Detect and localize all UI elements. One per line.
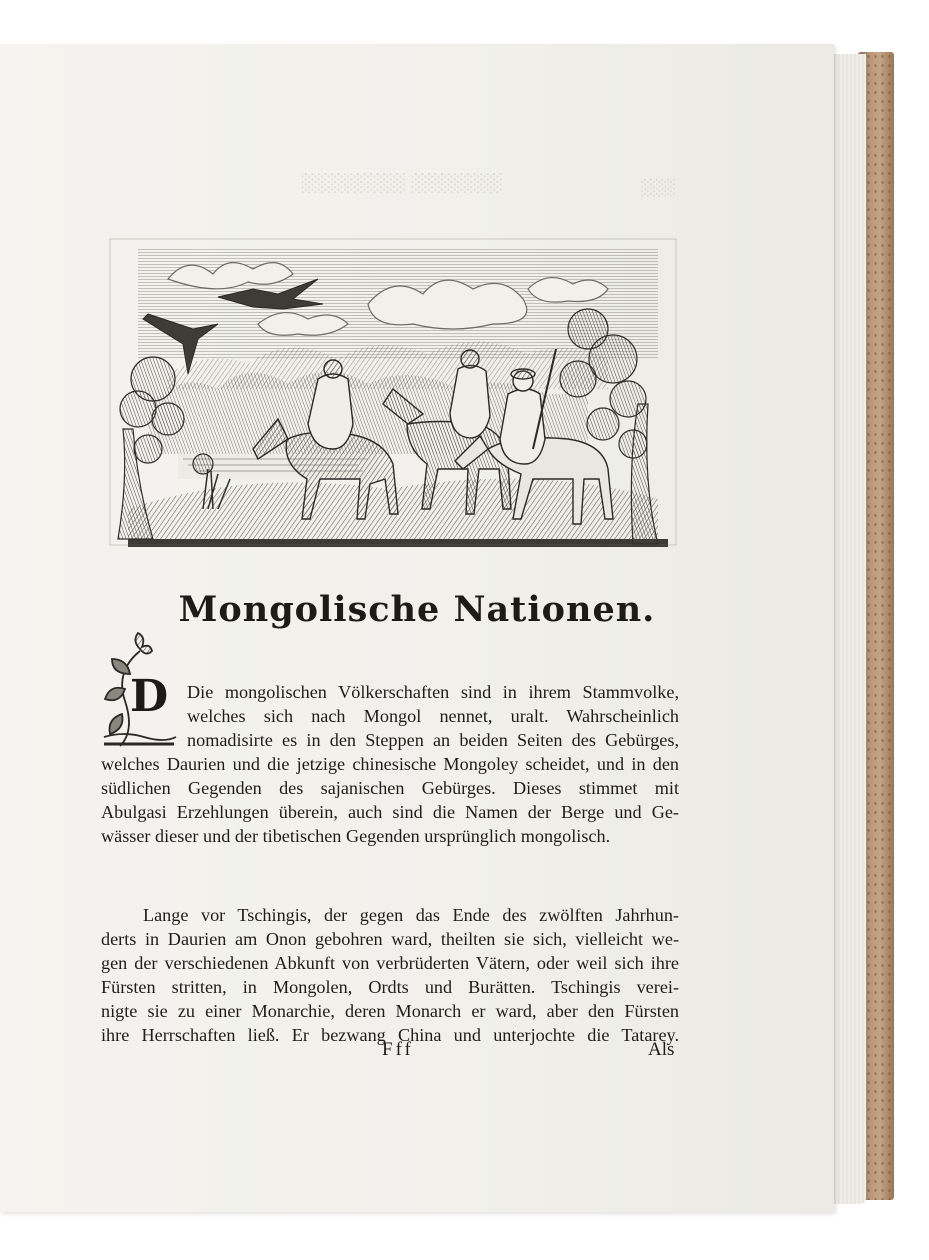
- svg-text:D: D: [130, 671, 169, 722]
- bleed-through-header: ░░░░░░░ ░░░░░░░░: [300, 174, 502, 194]
- signature-mark: Fff: [382, 1039, 414, 1060]
- paragraph-2: [101, 903, 679, 1047]
- paragraph-1: [101, 680, 679, 848]
- text-line: gen der verschiedenen Abkunft von verbrüderten Vätern, oder weil sich ihre: [101, 953, 679, 973]
- text-line: Fürsten stritten, in Mongolen, Ordts und Burätten. Tschingis verei-: [101, 977, 679, 997]
- book-page: [0, 44, 834, 1212]
- text-line: Die mongolischen Völkerschaften sind in ihrem Stammvolke,: [187, 682, 679, 702]
- text-line: südlichen Gegenden des sajanischen Gebürges. Dieses stimmet mit: [101, 778, 679, 798]
- bleed-through-mark: ░░░: [640, 179, 675, 197]
- text-line: wässer dieser und der tibetischen Gegenden ursprünglich mongolisch.: [101, 826, 611, 846]
- text-line: nigte sie zu einer Monarchie, deren Monarch er ward, aber den Fürsten: [101, 1001, 679, 1021]
- text-line: derts in Daurien am Onon gebohren ward, theilten sie sich, vielleicht we-: [101, 929, 679, 949]
- chapter-title: Mongolische Nationen.: [178, 589, 656, 630]
- text-line: ihre Herrschaften ließ. Er bezwang China und unterjochte die Tatarey.: [101, 1025, 679, 1045]
- text-line: nomadisirte es in den Steppen an beiden Seiten des Gebürges,: [187, 730, 679, 750]
- text-line: welches sich nach Mongol nennet, uralt. Wahrscheinlich: [187, 706, 679, 726]
- text-line: Lange vor Tschingis, der gegen das Ende des zwölften Jahrhun-: [143, 905, 679, 925]
- catchword: Als: [648, 1039, 675, 1060]
- engraving-illustration: [108, 209, 680, 547]
- text-line: welches Daurien und die jetzige chinesische Mongoley scheidet, und in den: [101, 754, 679, 774]
- text-line: Abulgasi Erzehlungen überein, auch sind die Namen der Berge und Ge-: [101, 802, 679, 822]
